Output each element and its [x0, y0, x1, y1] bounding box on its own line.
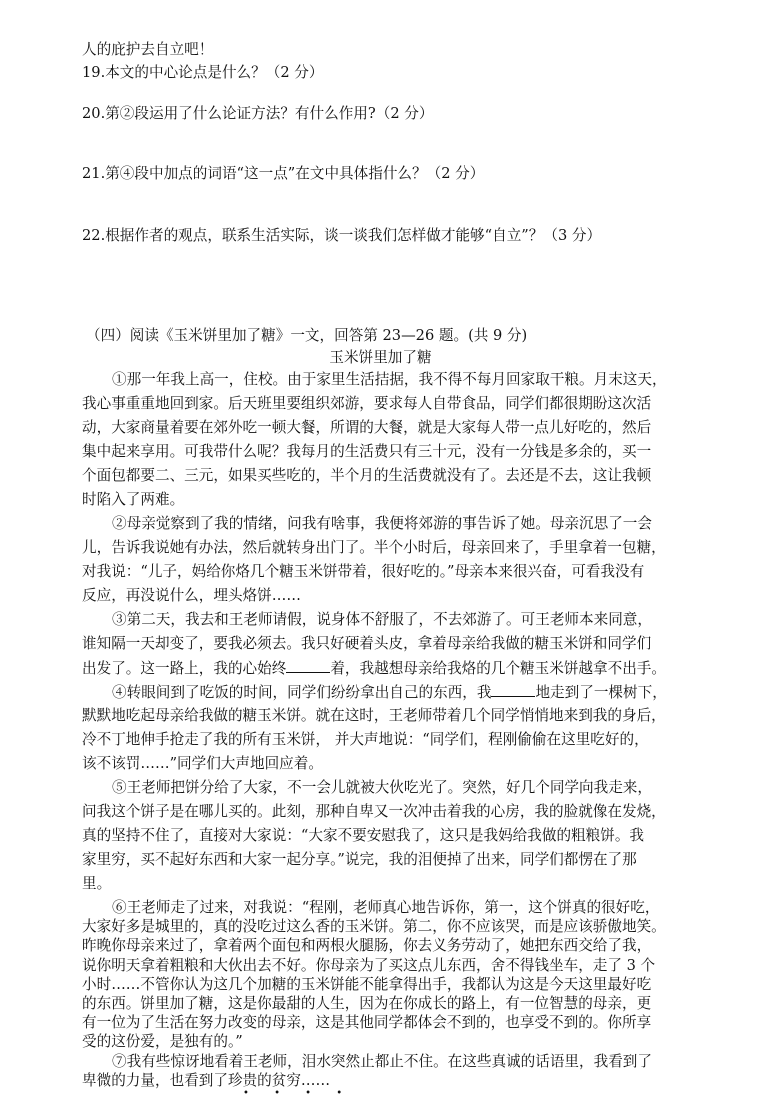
paragraph-1-line: 时陷入了两难。 [82, 491, 185, 508]
paragraph-2-line: 儿，告诉我说她有办法，然后就转身出门了。半个小时后，母亲回来了，手里拿着一包糖， [82, 539, 666, 556]
question-21: 21.第④段中加点的词语“这一点”在文中具体指什么？（2 分） [82, 165, 485, 182]
question-20: 20.第②段运用了什么论证方法？有什么作用?（2 分） [82, 105, 434, 122]
reading-heading: （四）阅读《玉米饼里加了糖》一文，回答第 23—26 题。(共 9 分) [86, 327, 528, 344]
emphasis-dots: • • • • [243, 1087, 354, 1099]
paragraph-1-line: 集中起来享用。可我带什么呢？我每月的生活费只有三十元，没有一分钱是多余的，买一 [82, 443, 652, 460]
paragraph-4-line: 该不该罚……”同学们大声地回应着。 [82, 755, 323, 772]
paragraph-4-line: 默默地吃起母亲给我做的糖玉米饼。就在这时，王老师带着几个同学悄悄地来到我的身后， [82, 707, 666, 724]
paragraph-2-line: 对我说：“儿子，妈给你烙几个糖玉米饼带着，很好吃的。”母亲本来很兴奋，可看我没有 [82, 563, 645, 580]
paragraph-5-line: 真的坚持不住了，直接对大家说：“大家不要安慰我了，这只是我妈给我做的粗粮饼。我 [82, 827, 645, 844]
paragraph-7-line: 卑微的力量，也看到了珍贵的贫穷…… [82, 1071, 331, 1089]
paragraph-1-line: 动，大家商量着要在郊外吃一顿大餐，所谓的大餐，就是大家每人带一点儿好吃的，然后 [82, 419, 652, 436]
paragraph-6-line: 说你明天拿着粗粮和大伙出去不好。你母亲为了买这点儿东西，舍不得钱坐车，走了 3 个 [82, 956, 656, 974]
paragraph-5-line: 问我这个饼子是在哪儿买的。此刻，那种自卑又一次冲击着我的心房，我的脸就像在发烧， [82, 803, 666, 820]
paragraph-3-line: ③第二天，我去和王老师请假，说身体不舒服了，不去郊游了。可王老师本来同意， [112, 611, 652, 628]
paragraph-7-line: ⑦我有些惊讶地看着王老师，泪水突然止都止不住。在这些真诚的话语里，我看到了 [112, 1052, 652, 1070]
paragraph-3-line-with-blank [82, 658, 666, 679]
question-22: 22.根据作者的观点，联系生活实际，谈一谈我们怎样做才能够“自立”？（3 分） [82, 227, 602, 244]
paragraph-4-fragment: 地走到了一棵树下， [535, 684, 667, 701]
paragraph-6-line: ⑥王老师走了过来，对我说：“程刚，老师真心地告诉你，第一，这个饼真的很好吃， [112, 899, 660, 916]
paragraph-1-line: ①那一年我上高一，住校。由于家里生活拮据，我不得不每月回家取干粮。月末这天， [112, 371, 667, 388]
fill-in-blank[interactable] [286, 658, 330, 673]
question-19: 19.本文的中心论点是什么？（2 分） [82, 64, 324, 81]
paragraph-1-line: 我心事重重地回到家。后天班里要组织郊游，要求每人自带食品，同学们都很期盼这次活 [82, 395, 652, 412]
paragraph-5-line: 家里穷，买不起好东西和大家一起分享。”说完，我的泪便掉了出来，同学们都愣在了那 [82, 851, 637, 868]
paragraph-4-line: 冷不丁地伸手抢走了我的所有玉米饼， 并大声地说：“同学们，程刚偷偷在这里吃好的， [82, 731, 649, 748]
paragraph-6-line: 小时……不管你认为这几个加糖的玉米饼能不能拿得出手，我都认为这是今天这里最好吃 [82, 975, 652, 993]
fill-in-blank[interactable] [491, 682, 535, 697]
paragraph-3-line: 谁知隔一天却变了，要我必须去。我只好硬着头皮，拿着母亲给我做的糖玉米饼和同学们 [82, 635, 652, 652]
paragraph-2-line: ②母亲觉察到了我的情绪，问我有啥事，我便将郊游的事告诉了她。母亲沉思了一会 [112, 515, 652, 532]
carry-over-text: 人的庇护去自立吧！ [82, 41, 214, 58]
paragraph-6-line: 昨晚你母亲来过了，拿着两个面包和两根火腿肠，你去义务劳动了，她把东西交给了我， [82, 937, 652, 955]
paragraph-1-line: 个面包都要二、三元，如果买些吃的，半个月的生活费就没有了。去还是不去，这让我顿 [82, 467, 652, 484]
paragraph-5-line: ⑤王老师把饼分给了大家，不一会儿就被大伙吃光了。突然，好几个同学向我走来， [112, 779, 652, 796]
paragraph-6-line: 大家好多是城里的，真的没吃过这么香的玉米饼。第二，你不应该哭，而是应该骄傲地笑。 [82, 918, 666, 936]
paragraph-6-line: 受的这份爱，是独有的。” [82, 1033, 243, 1051]
paragraph-4-fragment: ④转眼间到了吃饭的时间，同学们纷纷拿出自己的东西，我 [112, 684, 492, 701]
paragraph-5-line: 里。 [82, 875, 112, 892]
paragraph-6-line: 的东西。饼里加了糖，这是你最甜的人生，因为在你成长的路上，有一位智慧的母亲，更 [82, 995, 652, 1012]
paragraph-3-fragment: 出发了。这一路上，我的心始终 [82, 660, 287, 677]
paragraph-4-line-with-blank [112, 682, 667, 703]
paragraph-6-line: 有一位为了生活在努力改变的母亲，这是其他同学都体会不到的，也享受不到的。你所享 [82, 1014, 652, 1032]
paragraph-2-line: 反应，再没说什么，埋头烙饼…… [82, 587, 301, 604]
paragraph-3-fragment: 着，我越想母亲给我烙的几个糖玉米饼越拿不出手。 [330, 660, 666, 677]
story-title: 玉米饼里加了糖 [329, 349, 432, 366]
